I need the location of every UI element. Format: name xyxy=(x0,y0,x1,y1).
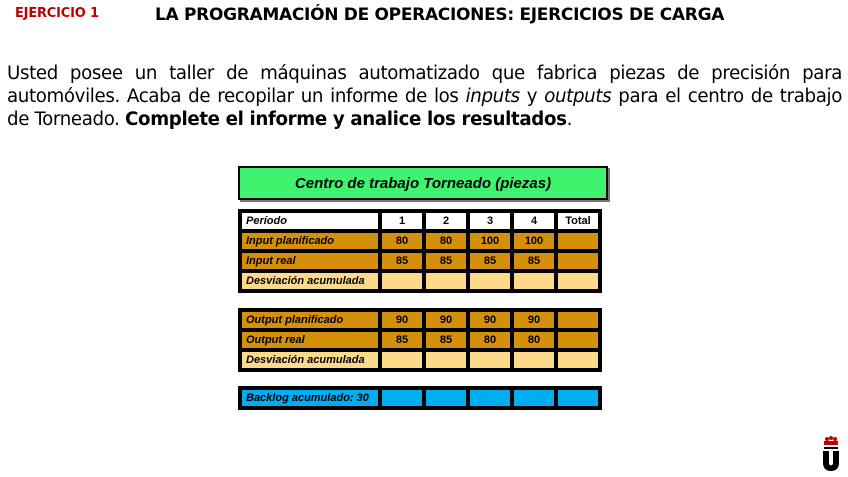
output-table xyxy=(238,308,602,372)
table-row xyxy=(241,311,599,329)
header-cell-4: 4 xyxy=(513,212,555,230)
value-cell[interactable] xyxy=(381,351,423,369)
paragraph-period: . xyxy=(566,109,573,130)
value-cell[interactable] xyxy=(425,272,467,290)
header-cell-2: 2 xyxy=(425,212,467,230)
table-header-row xyxy=(241,212,599,230)
page-title: LA PROGRAMACIÓN DE OPERACIONES: EJERCICIOS DE CARGA xyxy=(155,5,725,25)
value-cell[interactable]: 85 xyxy=(381,252,423,270)
total-cell[interactable] xyxy=(557,311,599,329)
value-cell[interactable] xyxy=(469,272,511,290)
value-cell[interactable]: 90 xyxy=(381,311,423,329)
total-cell[interactable] xyxy=(557,331,599,349)
value-cell[interactable]: 80 xyxy=(513,331,555,349)
exercise-label: EJERCICIO 1 xyxy=(15,6,99,21)
value-cell[interactable]: 90 xyxy=(513,311,555,329)
value-cell[interactable]: 85 xyxy=(469,252,511,270)
paragraph-text-1: Usted posee un taller de máquinas automatizado que fabrica piezas de precisión para automóviles. Acaba de recopilar un informe de los xyxy=(7,63,842,107)
table-row xyxy=(241,331,599,349)
total-cell[interactable] xyxy=(557,351,599,369)
row-label: Input real xyxy=(241,252,379,270)
total-cell[interactable] xyxy=(557,272,599,290)
row-label: Desviación acumulada xyxy=(241,351,379,369)
paragraph-task: Complete el informe y analice los resultados xyxy=(125,109,567,130)
backlog-table xyxy=(238,386,602,410)
header-cell-3: 3 xyxy=(469,212,511,230)
total-cell[interactable] xyxy=(557,232,599,250)
header-cell-1: 1 xyxy=(381,212,423,230)
value-cell[interactable]: 100 xyxy=(469,232,511,250)
total-cell[interactable] xyxy=(557,252,599,270)
value-cell[interactable] xyxy=(381,272,423,290)
paragraph-outputs-term: outputs xyxy=(544,86,612,107)
table-row xyxy=(241,272,599,290)
table-row xyxy=(241,389,599,407)
row-label: Backlog acumulado: 30 xyxy=(241,389,379,407)
table-row xyxy=(241,252,599,270)
value-cell[interactable]: 80 xyxy=(469,331,511,349)
value-cell[interactable]: 100 xyxy=(513,232,555,250)
row-label: Output real xyxy=(241,331,379,349)
value-cell[interactable]: 85 xyxy=(381,331,423,349)
row-label: Desviación acumulada xyxy=(241,272,379,290)
value-cell[interactable]: 90 xyxy=(469,311,511,329)
paragraph-inputs-term: inputs xyxy=(465,86,520,107)
table-row xyxy=(241,351,599,369)
total-cell[interactable] xyxy=(557,389,599,407)
value-cell[interactable]: 85 xyxy=(425,331,467,349)
value-cell[interactable]: 85 xyxy=(425,252,467,270)
value-cell[interactable]: 80 xyxy=(425,232,467,250)
university-logo-icon xyxy=(820,436,842,472)
value-cell[interactable]: 80 xyxy=(381,232,423,250)
value-cell[interactable] xyxy=(513,272,555,290)
row-label: Output planificado xyxy=(241,311,379,329)
header-cell-period: Período xyxy=(241,212,379,230)
instructions-paragraph xyxy=(7,62,842,131)
value-cell[interactable] xyxy=(513,389,555,407)
table-row xyxy=(241,232,599,250)
row-label: Input planificado xyxy=(241,232,379,250)
paragraph-conjunction: y xyxy=(519,86,545,107)
value-cell[interactable]: 85 xyxy=(513,252,555,270)
input-table xyxy=(238,209,602,293)
value-cell[interactable] xyxy=(425,351,467,369)
value-cell[interactable] xyxy=(513,351,555,369)
value-cell[interactable] xyxy=(381,389,423,407)
value-cell[interactable]: 90 xyxy=(425,311,467,329)
value-cell[interactable] xyxy=(469,389,511,407)
value-cell[interactable] xyxy=(469,351,511,369)
value-cell[interactable] xyxy=(425,389,467,407)
table-title: Centro de trabajo Torneado (piezas) xyxy=(238,166,608,200)
paragraph-text-2: para el centro de trabajo de Torneado. xyxy=(7,86,842,130)
header-cell-total: Total xyxy=(557,212,599,230)
